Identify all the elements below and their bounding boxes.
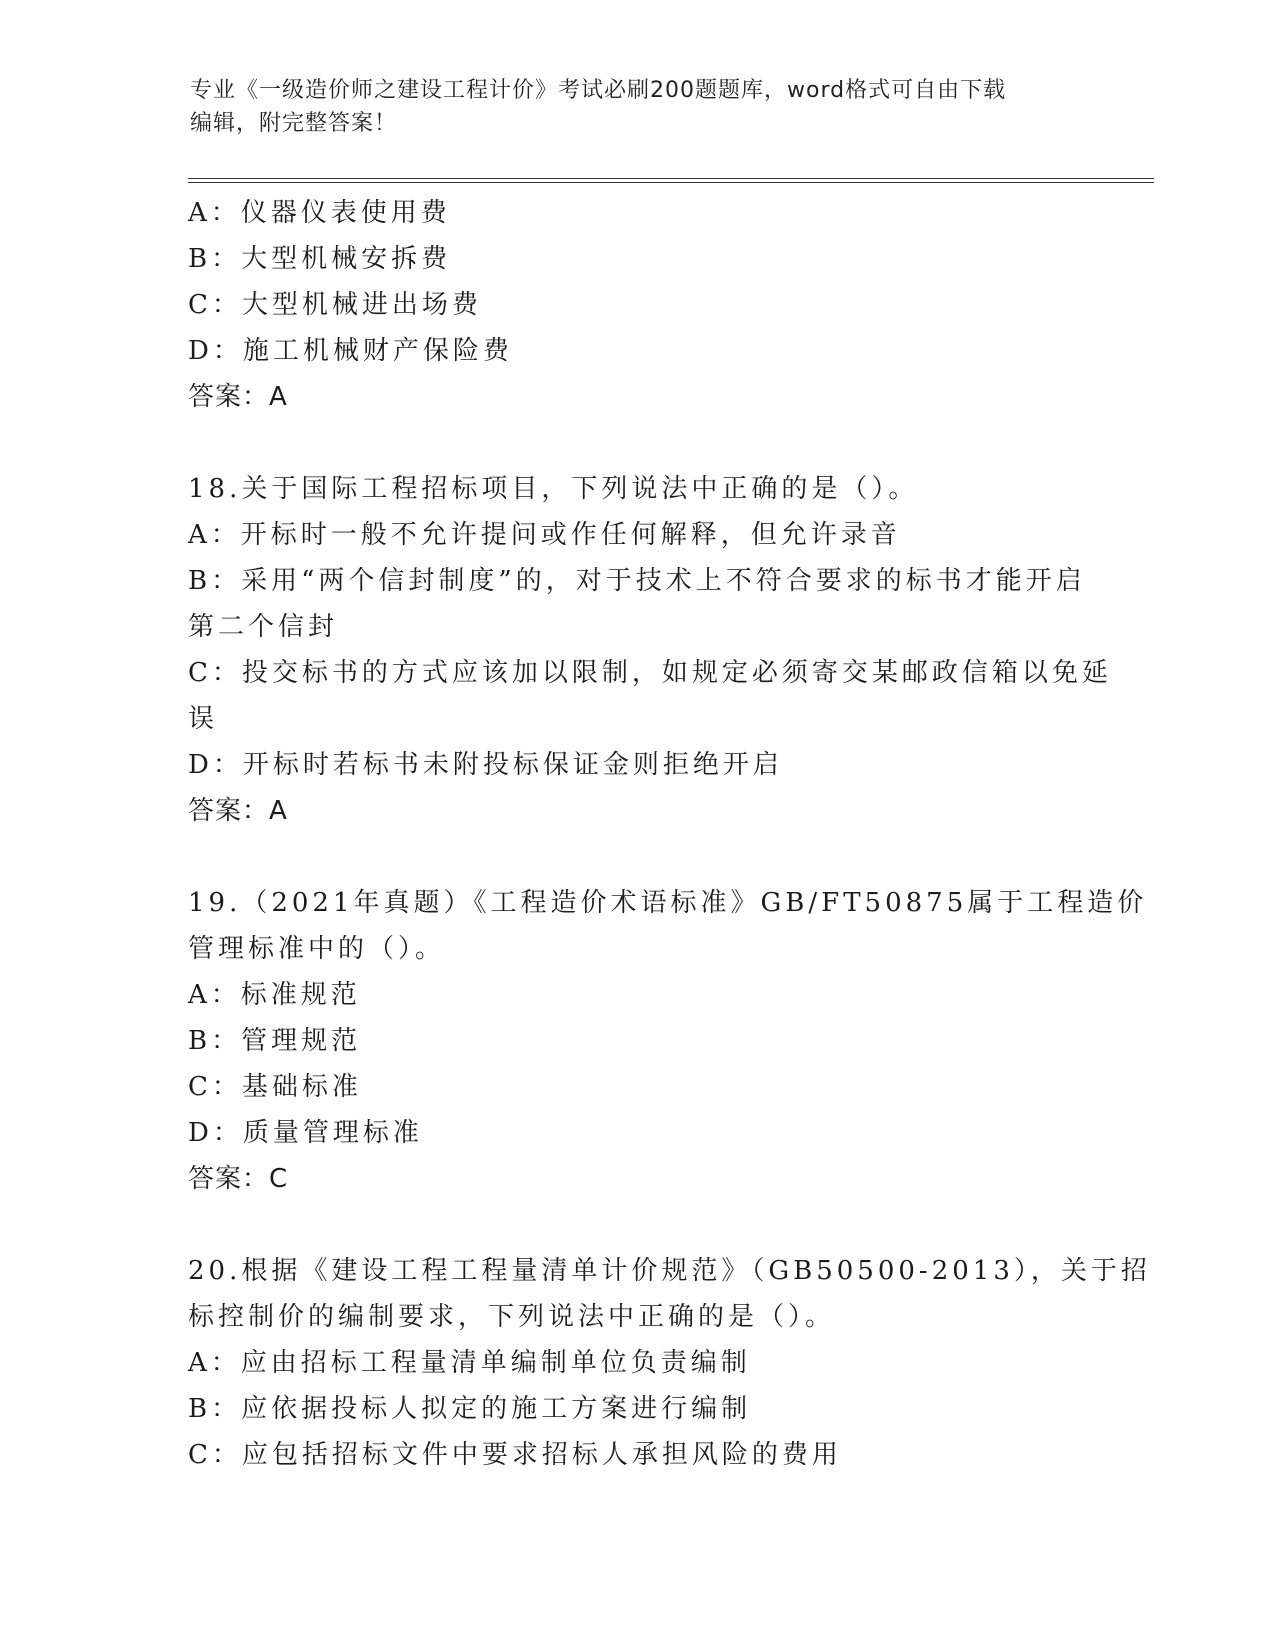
q18-option-c-line-2: 误 [188, 704, 219, 734]
header-divider-bottom [188, 182, 1154, 183]
q17-option-d: D：施工机械财产保险费 [188, 336, 513, 366]
q17-option-a: A：仪器仪表使用费 [188, 198, 451, 228]
q19-stem-line-1: 19.（2021年真题）《工程造价术语标准》GB/FT50875属于工程造价 [188, 888, 1148, 918]
question-18 [188, 466, 1112, 834]
question-20 [188, 1248, 1151, 1478]
q19-option-d: D：质量管理标准 [188, 1118, 423, 1148]
q18-stem: 18.关于国际工程招标项目，下列说法中正确的是（）。 [188, 474, 919, 504]
spacer [188, 834, 1088, 880]
header-line-2: 编辑，附完整答案！ [190, 111, 398, 136]
spacer [188, 1202, 1088, 1248]
q19-stem-line-2: 管理标准中的（）。 [188, 934, 446, 964]
question-19 [188, 880, 1148, 1202]
q18-answer: 答案：A [188, 796, 288, 826]
q20-stem-line-2: 标控制价的编制要求，下列说法中正确的是（）。 [188, 1302, 836, 1332]
q19-option-b: B：管理规范 [188, 1026, 362, 1056]
header-divider-top [188, 178, 1154, 179]
header-line-1: 专业《一级造价师之建设工程计价》考试必刷200题题库，word格式可自由下载 [190, 78, 1007, 103]
document-header [190, 74, 1070, 140]
q19-option-a: A：标准规范 [188, 980, 361, 1010]
q20-stem-line-1: 20.根据《建设工程工程量清单计价规范》（GB50500-2013），关于招 [188, 1256, 1151, 1286]
q18-option-b-line-1: B：采用“两个信封制度”的，对于技术上不符合要求的标书才能开启 [188, 566, 1086, 596]
question-17 [188, 190, 1088, 420]
q19-option-c: C：基础标准 [188, 1072, 362, 1102]
q17-option-c: C：大型机械进出场费 [188, 290, 482, 320]
q18-option-b-line-2: 第二个信封 [188, 612, 339, 642]
q18-option-d: D：开标时若标书未附投标保证金则拒绝开启 [188, 750, 783, 780]
q20-option-b: B：应依据投标人拟定的施工方案进行编制 [188, 1394, 752, 1424]
q20-option-a: A：应由招标工程量清单编制单位负责编制 [188, 1348, 751, 1378]
q18-option-a: A：开标时一般不允许提问或作任何解释，但允许录音 [188, 520, 901, 550]
q18-option-c-line-1: C：投交标书的方式应该加以限制，如规定必须寄交某邮政信箱以免延 [188, 658, 1112, 688]
q19-answer: 答案：C [188, 1164, 289, 1194]
question-list [188, 190, 1151, 1478]
spacer [188, 420, 1088, 466]
q17-option-b: B：大型机械安拆费 [188, 244, 452, 274]
q17-answer: 答案：A [188, 382, 288, 412]
q20-option-c: C：应包括招标文件中要求招标人承担风险的费用 [188, 1440, 842, 1470]
